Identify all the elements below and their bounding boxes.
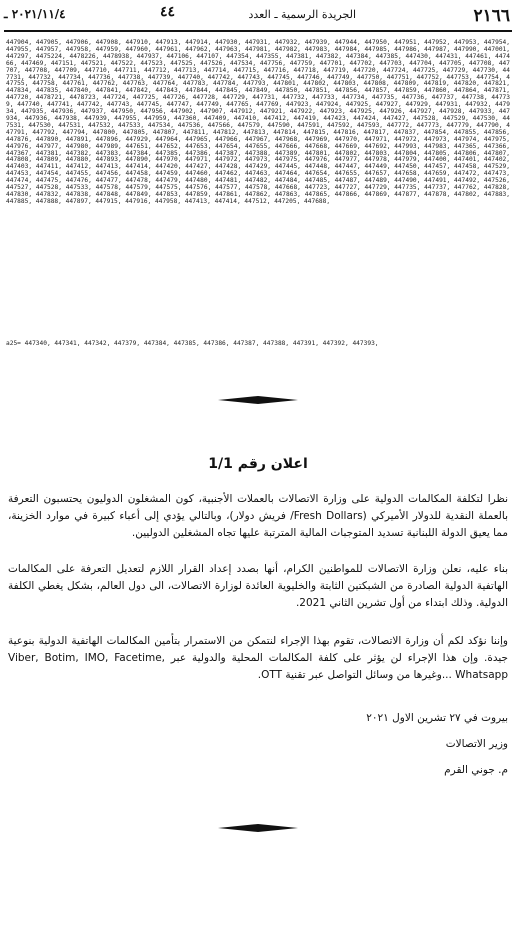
header-rule xyxy=(4,30,512,32)
signer-title: وزير الاتصالات xyxy=(445,738,508,750)
counted-list: a25= 447340, 447341, 447342, 447379, 447384, 447385, 447386, 447387, 447388, 447391, 447392, 447393, xyxy=(6,340,379,347)
section-separator xyxy=(218,396,298,404)
announcement-paragraph-1: نظرا لتكلفة المكالمات الدولية على وزارة الاتصالات بالعملات الأجنبية، كون المشغلون الدوليون يحتسبون التعرفة بالعملة النقدية للدولار الأميركي (Fresh Dollars/ فريش دولار)، وبالتالي يؤدي إلى أعباء كبيرة في موارد الخزينة، مما يعيق الدولة اللبنانية تسديد المتوجبات المالية المترتبة عليها تجاه المشغلين الدوليين. xyxy=(8,493,508,539)
number-list: 447904, 447905, 447906, 447908, 447910, 447913, 447914, 447930, 447931, 447932, 447939, 447944, 447950, 447951, 447952, 447953, 447954, 447955, 447957, 447958, 447959, 447960, 447961, 447962, 447963, 447981, 447982, 447983, 447984, 447985, 447986, 447987, 447990, 447001, 447297, 4475224, 4478226, 4478938, 447937, 447106, 447107, 447354, 447355, 447381, 447382, 447384, 447385, 447430, 447431, 447461, 447466, 447469, 447151, 447521, 447522, 447523, 447525, 447526, 447534, 447756, 447759, 447701, 447702, 447703, 447704, 447705, 447708, 447707, 447708, 447709, 447710, 447711, 447712, 447713, 447714, 447715, 447716, 447718, 447719, 447720, 447724, 447725, 447729, 447730, 447731, 447732, 447734, 447736, 447738, 447739, 447740, 447742, 447743, 447745, 447746, 447749, 447750, 447751, 447752, 447753, 447754, 447755, 447758, 447761, 447762, 447763, 447764, 447783, 447784, 447793, 447801, 447802, 447803, 447808, 447809, 447819, 447820, 447821, 447834, 447835, 447840, 447841, 447842, 447843, 447844, 447845, 447849, 447850, 447851, 447856, 447857, 447859, 447860, 447864, 447871, 447720, 4478721, 4478723, 447724, 447725, 447726, 447728, 447729, 447731, 447732, 447733, 447734, 447735, 447736, 447737, 447738, 447739, 447740, 447741, 447742, 447743, 447745, 447747, 447749, 447765, 447769, 447923, 447924, 447925, 447927, 447929, 447931, 447932, 447934, 447935, 447936, 447937, 447950, 447956, 447902, 447907, 447912, 447921, 447922, 447923, 447925, 447926, 447927, 447928, 447933, 447934, 447936, 447938, 447939, 447955, 447959, 447360, 447409, 447410, 447412, 447419, 447423, 447424, 447427, 447528, 447529, 447530, 447531, 447530, 447531, 447532, 447533, 447534, 447536, 447566, 447579, 447590, 447591, 447592, 447593, 447772, 447773, 447779, 447790, 447791, 447792, 447794, 447800, 447805, 447807, 447811, 447812, 447813, 447814, 447815, 447816, 447817, 447837, 447854, 447855, 447856, 447876, 447890, 447891, 447896, 447929, 447964, 447965, 447966, 447967, 447968, 447969, 447970, 447971, 447972, 447973, 447974, 447975, 447976, 447977, 447980, 447989, 447651, 447652, 447653, 447654, 447655, 447666, 447668, 447669, 447692, 447993, 447983, 447365, 447366, 447367, 447381, 447382, 447383, 447384, 447385, 447386, 447387, 447388, 447389, 447801, 447802, 447803, 447804, 447805, 447806, 447807, 447808, 447809, 447880, 447893, 447890, 447970, 447971, 447972, 447973, 447975, 447976, 447977, 447978, 447979, 447400, 447401, 447402, 447403, 447411, 447412, 447413, 447414, 447420, 447427, 447428, 447429, 447445, 447448, 447447, 447449, 447450, 447457, 447458, 447529, 447453, 447454, 447455, 447456, 447458, 447459, 447460, 447462, 447463, 447464, 447654, 447655, 447657, 447658, 447659, 447472, 447473, 447474, 447475, 447476, 447477, 447478, 447479, 447480, 447481, 447482, 447484, 447485, 447487, 447489, 447490, 447491, 447492, 447526, 447527, 447528, 447533, 447578, 447579, 447575, 447576, 447577, 447578, 447668, 447723, 447727, 447729, 447735, 447737, 447762, 447828, 447830, 447832, 447838, 447848, 447849, 447853, 447859, 447861, 447862, 447863, 447865, 447866, 447869, 447877, 447878, 447802, 447883, 447885, 447888, 447897, 447915, 447916, 447958, 447413, 447414, 447512, 447205, 447688, xyxy=(6,39,510,205)
announcement-paragraph-2: بناء عليه، نعلن وزارة الاتصالات للمواطنين الكرام، أنها بصدد إعداد القرار اللازم لتعديل التعرفة على المكالمات الهاتفية الدولية الصادرة من الشبكتين الثابتة والخليوية العائدة لوزارة الاتصالات، الى دول العالم، بشكل يغطي الكلفة الدولية. وذلك ابتداء من أول تشرين الثاني 2021. xyxy=(8,563,508,609)
issue-number: ٤٤ xyxy=(160,4,176,20)
gazette-title: الجريدة الرسمية ـ العدد xyxy=(248,8,356,21)
announcement-title: اعلان رقم 1/1 xyxy=(208,456,308,472)
signer-name: م. جوني القرم xyxy=(444,764,508,776)
section-separator xyxy=(218,824,298,832)
page-header xyxy=(0,0,516,30)
issue-date: ٢٠٢١/١١/٤ ـ xyxy=(4,7,66,21)
page-number: ٢١٦٦ xyxy=(473,6,510,26)
announcement-paragraph-3: وإننا نؤكد لكم أن وزارة الاتصالات، تقوم بهذا الإجراء لنتمكن من الاستمرار بتأمين المكالمات الهاتفية الدولية بنوعية جيدة. وإن هذا الإجراء لن يؤثر على كلفة المكالمات المحلية والدولية عبر Viber, Botim, IMO, Facetime, Whatsapp ...وغيرها من وسائل التواصل عبر تقنية OTT. xyxy=(8,635,509,681)
place-date: بيروت في ٢٧ تشرين الاول ٢٠٢١ xyxy=(366,712,508,724)
